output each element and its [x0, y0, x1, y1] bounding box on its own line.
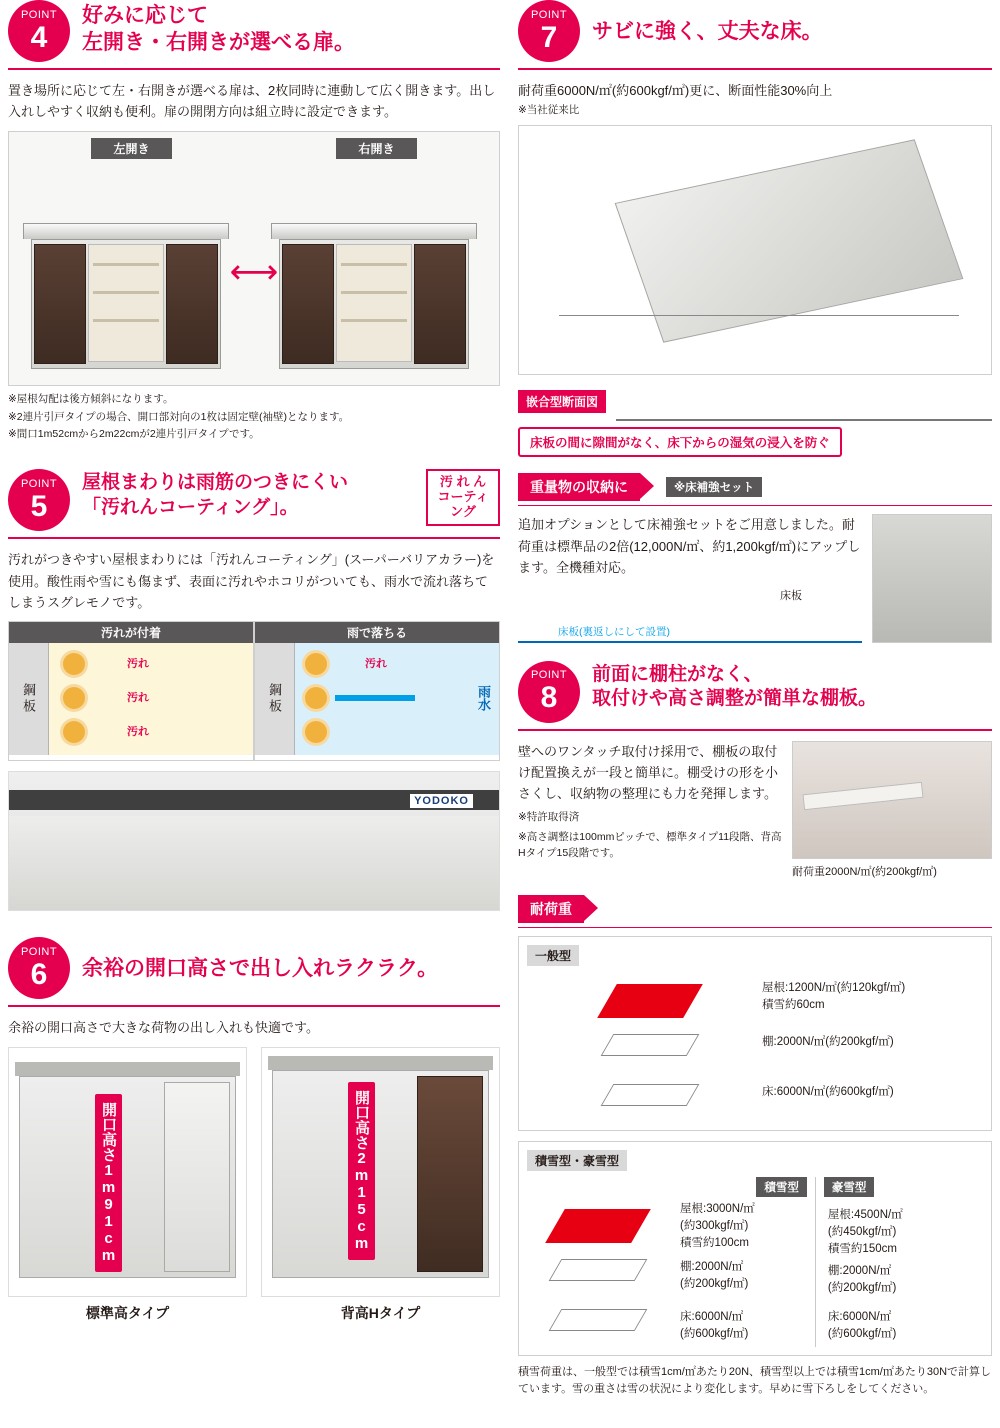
- roof: [268, 1056, 493, 1070]
- heavy-snow-type-title: 豪雪型: [824, 1177, 875, 1197]
- shelf: [93, 291, 159, 294]
- point5-header: [8, 469, 500, 531]
- load-general-item-roof: [762, 980, 905, 1015]
- point7-body: 耐荷重6000N/㎡(約600kgf/㎡)更に、断面性能30%向上: [518, 83, 833, 98]
- roof: [15, 1062, 240, 1076]
- shelf-block: [607, 1034, 693, 1056]
- point7-badge: [518, 0, 580, 62]
- point4-badge-number: 4: [30, 20, 48, 54]
- point5-title-line1: 屋根まわりは雨筋のつきにくい: [82, 472, 349, 494]
- point4-notes: [8, 392, 500, 443]
- shed-left-door-panel: [166, 244, 218, 364]
- door-label-left: 左開き: [91, 138, 171, 159]
- left-column: [8, 0, 500, 1323]
- shelf-install-photo: [792, 741, 992, 859]
- shelf-board: [802, 781, 923, 809]
- point8-badge-number: 8: [540, 681, 558, 714]
- section-diagram-row: [518, 381, 992, 421]
- shed-door: [417, 1076, 483, 1272]
- coating-before-title: 汚れが付着: [9, 622, 253, 643]
- point6-title: 余裕の開口高さで出し入れラクラク。: [82, 957, 439, 981]
- point4-badge-word: POINT: [20, 8, 58, 21]
- shelf: [93, 319, 159, 322]
- snow-type-title: 積雪型: [756, 1177, 807, 1197]
- floor-face: [549, 1309, 648, 1331]
- shed-left-roof: [23, 223, 229, 239]
- coating-diagram-after: [254, 621, 500, 761]
- load-item-text: 積雪約150cm: [827, 1243, 897, 1255]
- heavy-load-body: 追加オプションとして床補強セットをご用意しました。耐荷重は標準品の2倍(12,000N/㎡、約1,200kgf/㎡)にアップします。全機種対応。: [518, 517, 861, 576]
- floor-plate-illustration: [615, 139, 964, 342]
- shelf: [341, 291, 407, 294]
- floor-reversed-label: 床板(裏返しにして設置): [558, 625, 670, 638]
- heavy-load-divider: [518, 505, 992, 506]
- point7-header: [518, 0, 992, 62]
- shelf-face: [601, 1034, 700, 1056]
- point7-title: サビに強く、丈夫な床。: [592, 20, 823, 43]
- point8-title: [592, 661, 992, 712]
- load-item-text: 屋根:1200N/㎡(約120kgf/㎡): [762, 981, 906, 994]
- section-diagram-label: 嵌合型断面図: [518, 390, 606, 413]
- load-item-text: (約300kgf/㎡): [680, 1219, 749, 1232]
- shed-left-door-panel: [34, 244, 86, 364]
- load-general-box: [518, 936, 992, 1131]
- heavy-load-ribbon: 重量物の収納に: [518, 473, 640, 501]
- shed-left-interior: [88, 244, 164, 362]
- load-heavy-roof: [828, 1207, 903, 1259]
- point8-body-text: 壁へのワンタッチ取付け採用で、棚板の取付け配置換えが一段と簡単に。棚受けの形を小さくし、収納物の整理にも力を発揮します。: [518, 743, 779, 802]
- point4-note-3: ※間口1m52cmから2m22cmが2連片引戸タイプです。: [8, 428, 260, 441]
- point4-title-line1: 好みに応じて: [82, 4, 208, 27]
- roof-block-red: [555, 1209, 641, 1243]
- point8-divider: [518, 729, 992, 731]
- shed-right-door-panel: [282, 244, 334, 364]
- floor-reinforcement-tag: ※床補強セット: [666, 477, 762, 497]
- floor-face: [601, 1084, 700, 1106]
- shed-standard-caption: 標準高タイプ: [85, 1304, 170, 1321]
- steel-plate-label: 鋼板: [255, 643, 295, 755]
- point5-divider: [8, 537, 500, 539]
- shed-right-open: [279, 223, 477, 369]
- coating-before-area: [49, 643, 253, 755]
- load-capacity-section: [518, 895, 992, 1399]
- point6-tall-cell: [261, 1047, 500, 1323]
- dirt-icon: [305, 653, 327, 675]
- point8-title-line2: 取付けや高さ調整が簡単な棚板。: [592, 688, 878, 710]
- left-right-arrow-icon: ⟷: [229, 252, 279, 291]
- load-heavy-col-header: [824, 1177, 975, 1197]
- point6-body: 余裕の開口高さで大きな荷物の出し入れも快適です。: [8, 1020, 319, 1036]
- coating-after-title: 雨で落ちる: [255, 622, 499, 643]
- load-item-text: (約600kgf/㎡): [827, 1327, 897, 1340]
- opening-height-arrow-standard: 開口高さ1m91cm: [95, 1094, 122, 1272]
- heavy-load-section: [518, 473, 992, 642]
- shelf-block: [555, 1259, 641, 1281]
- leader-line: [559, 315, 959, 316]
- load-item-text: 床:6000N/㎡: [827, 1310, 892, 1323]
- point8-content: [518, 741, 992, 879]
- point8-header: [518, 661, 992, 723]
- coating-before-body: [9, 643, 253, 755]
- dirt-label: 汚れ: [127, 658, 149, 671]
- point7-section: [518, 0, 992, 457]
- dirt-icon: [63, 721, 85, 743]
- load-general-figure: [527, 972, 983, 1122]
- coating-badge-line1: 汚 れ ん: [439, 474, 487, 490]
- floor-reinforcement-photo: [872, 514, 992, 642]
- point8-photo-caption: 耐荷重2000N/㎡(約200kgf/㎡): [792, 865, 937, 878]
- shed-left-body: [31, 239, 221, 369]
- point4-header: [8, 0, 500, 62]
- steel-plate-label: 鋼板: [9, 643, 49, 755]
- load-heavy-col: [815, 1177, 983, 1347]
- roof-top-face: [545, 1209, 651, 1243]
- coating-after-area: [295, 643, 499, 755]
- door-figure-labels: [9, 132, 499, 159]
- load-snow-label: 積雪型・豪雪型: [527, 1150, 627, 1171]
- rain-flow-arrow-icon: [335, 695, 415, 701]
- shed-tall-figure: [261, 1047, 500, 1297]
- dirt-icon: [305, 721, 327, 743]
- opening-height-arrow-tall: 開口高さ2m15cm: [348, 1082, 375, 1260]
- load-capacity-divider: [518, 927, 992, 928]
- floor-block: [607, 1084, 693, 1106]
- load-footnote: 積雪荷重は、一般型では積雪1cm/㎡あたり20N、積雪型以上では積雪1cm/㎡あたり30Nで計算しています。雪の重さは雪の状況により変化します。早めに雪下ろしをしてください。: [518, 1365, 992, 1396]
- load-item-text: 床:6000N/㎡: [680, 1310, 744, 1323]
- shed-right-body: [279, 239, 469, 369]
- door-label-right: 右開き: [336, 138, 416, 159]
- load-heavy-floor: [828, 1309, 896, 1344]
- load-snow-shelf: [680, 1259, 748, 1294]
- floor-label: 床板: [780, 589, 802, 602]
- load-item-text: 積雪約100cm: [680, 1237, 750, 1249]
- load-snow-box: [518, 1141, 992, 1356]
- point4-section: [8, 0, 500, 443]
- load-item-text: 積雪約60cm: [762, 998, 825, 1011]
- point6-badge: [8, 937, 70, 999]
- load-snow-col-header: [535, 1177, 807, 1197]
- load-item-text: 屋根:4500N/㎡: [827, 1208, 903, 1221]
- point8-badge-word: POINT: [530, 669, 568, 681]
- load-item-text: (約450kgf/㎡): [827, 1225, 897, 1238]
- point4-note-2: ※2連片引戸タイプの場合、開口部対向の1枚は固定壁(袖壁)となります。: [8, 410, 350, 423]
- load-general-label: 一般型: [527, 945, 579, 966]
- point7-badge-number: 7: [540, 20, 558, 54]
- load-snow-columns: [527, 1177, 983, 1347]
- shed-right-roof: [271, 223, 477, 239]
- load-item-text: (約200kgf/㎡): [827, 1281, 897, 1294]
- heavy-load-header: [518, 473, 992, 501]
- point4-title-line2: 左開き・右開きが選べる扉。: [82, 31, 355, 55]
- section-note: 床板の間に隙間がなく、床下からの湿気の浸入を防ぐ: [518, 427, 842, 457]
- dirt-label: 汚れ: [365, 658, 387, 671]
- shed-standard-figure: [8, 1047, 247, 1297]
- load-item-text: 屋根:3000N/㎡: [680, 1202, 755, 1215]
- load-capacity-ribbon: 耐荷重: [518, 895, 584, 923]
- dirt-icon: [63, 653, 85, 675]
- load-general-item-floor: 床:6000N/㎡(約600kgf/㎡): [762, 1085, 894, 1098]
- point5-badge-word: POINT: [20, 477, 58, 490]
- dirt-icon: [63, 687, 85, 709]
- point4-divider: [8, 68, 500, 70]
- point8-text-col: [518, 741, 782, 879]
- load-snow-floor: [680, 1309, 748, 1344]
- shelf: [93, 263, 159, 266]
- load-snow-roof: [680, 1201, 755, 1253]
- load-snow-figure: [535, 1197, 807, 1347]
- load-heavy-figure: [824, 1197, 975, 1347]
- shelf: [341, 263, 407, 266]
- yodoko-logo: YODOKO: [410, 794, 473, 808]
- point8-section: [518, 661, 992, 879]
- point5-title-line2: 「汚れんコーティング」。: [82, 496, 299, 518]
- point8-body-note: ※特許取得済: [518, 810, 580, 823]
- point8-photo-col: [792, 741, 992, 879]
- point8-note: ※高さ調整は100mmピッチで、標準タイプ11段階、背高Hタイプ15段階です。: [518, 831, 782, 859]
- point4-door-figure: [8, 131, 500, 386]
- point6-badge-word: POINT: [20, 945, 58, 958]
- dirt-label: 汚れ: [127, 726, 149, 739]
- shelf: [341, 319, 407, 322]
- point5-badge: [8, 469, 70, 531]
- load-item-text: 棚:2000N/㎡: [827, 1264, 892, 1277]
- dirt-icon: [305, 687, 327, 709]
- point4-title: [82, 0, 500, 57]
- right-column: [518, 0, 992, 1399]
- point6-figures: [8, 1047, 500, 1323]
- wall-panel: [9, 816, 499, 910]
- coating-badge: [426, 469, 500, 526]
- load-general-item-shelf: 棚:2000N/㎡(約200kgf/㎡): [762, 1035, 894, 1048]
- roof-block-red: [607, 984, 693, 1018]
- section-note-row: [518, 427, 992, 457]
- floor-figure: [518, 125, 992, 375]
- section-profile-graphic: [616, 381, 992, 421]
- shed-right-door-panel: [414, 244, 466, 364]
- point6-divider: [8, 1005, 500, 1007]
- point6-standard-cell: [8, 1047, 247, 1323]
- point4-badge: [8, 0, 70, 62]
- roof-photo: [8, 771, 500, 911]
- point6-badge-number: 6: [30, 957, 48, 991]
- point7-divider: [518, 68, 992, 70]
- point5-title: [82, 469, 426, 520]
- load-item-text: (約200kgf/㎡): [680, 1277, 749, 1290]
- shelf-face: [549, 1259, 648, 1281]
- point7-badge-word: POINT: [530, 8, 568, 21]
- coating-after-body: [255, 643, 499, 755]
- floor-section-diagram: [518, 587, 862, 643]
- point4-body: 置き場所に応じて左・右開きが選べる扉は、2枚同時に連動して広く開きます。出し入れしやすく収納も便利。扉の開閉方向は組立時に設定できます。: [8, 83, 496, 120]
- coating-diagram-before: [8, 621, 254, 761]
- rain-label: 雨水: [476, 685, 491, 712]
- heavy-load-content: [518, 514, 992, 642]
- point7-note: ※当社従来比: [518, 104, 580, 117]
- shed-tall-caption: 背高Hタイプ: [340, 1304, 421, 1321]
- load-snow-col: [527, 1177, 815, 1347]
- point8-badge: [518, 661, 580, 723]
- dirt-label: 汚れ: [127, 692, 149, 705]
- roof-top-face: [597, 984, 703, 1018]
- load-heavy-shelf: [828, 1263, 896, 1298]
- shed-left-open: [31, 223, 229, 369]
- point8-title-line1: 前面に棚柱がなく、: [592, 663, 763, 685]
- coating-diagram: [8, 621, 500, 761]
- shed-door: [164, 1082, 230, 1272]
- point6-header: [8, 937, 500, 999]
- point8-body: [518, 741, 782, 827]
- load-item-text: 棚:2000N/㎡: [680, 1260, 744, 1273]
- point4-note-1: ※屋根勾配は後方傾斜になります。: [8, 392, 174, 405]
- point6-section: [8, 937, 500, 1322]
- point5-badge-number: 5: [30, 489, 48, 523]
- heavy-load-text-col: [518, 514, 862, 642]
- coating-badge-line2: コーティング: [437, 489, 489, 519]
- floor-block: [555, 1309, 641, 1331]
- point5-body: 汚れがつきやすい屋根まわりには「汚れんコーティング」(スーパーバリアカラー)を使用。酸性雨や雪にも傷まず、表面に汚れやホコリがついても、雨水で流れ落ちてしまうスグレモノです。: [8, 552, 495, 610]
- load-item-text: (約600kgf/㎡): [680, 1327, 749, 1340]
- shed-right-interior: [336, 244, 412, 362]
- point5-section: [8, 469, 500, 911]
